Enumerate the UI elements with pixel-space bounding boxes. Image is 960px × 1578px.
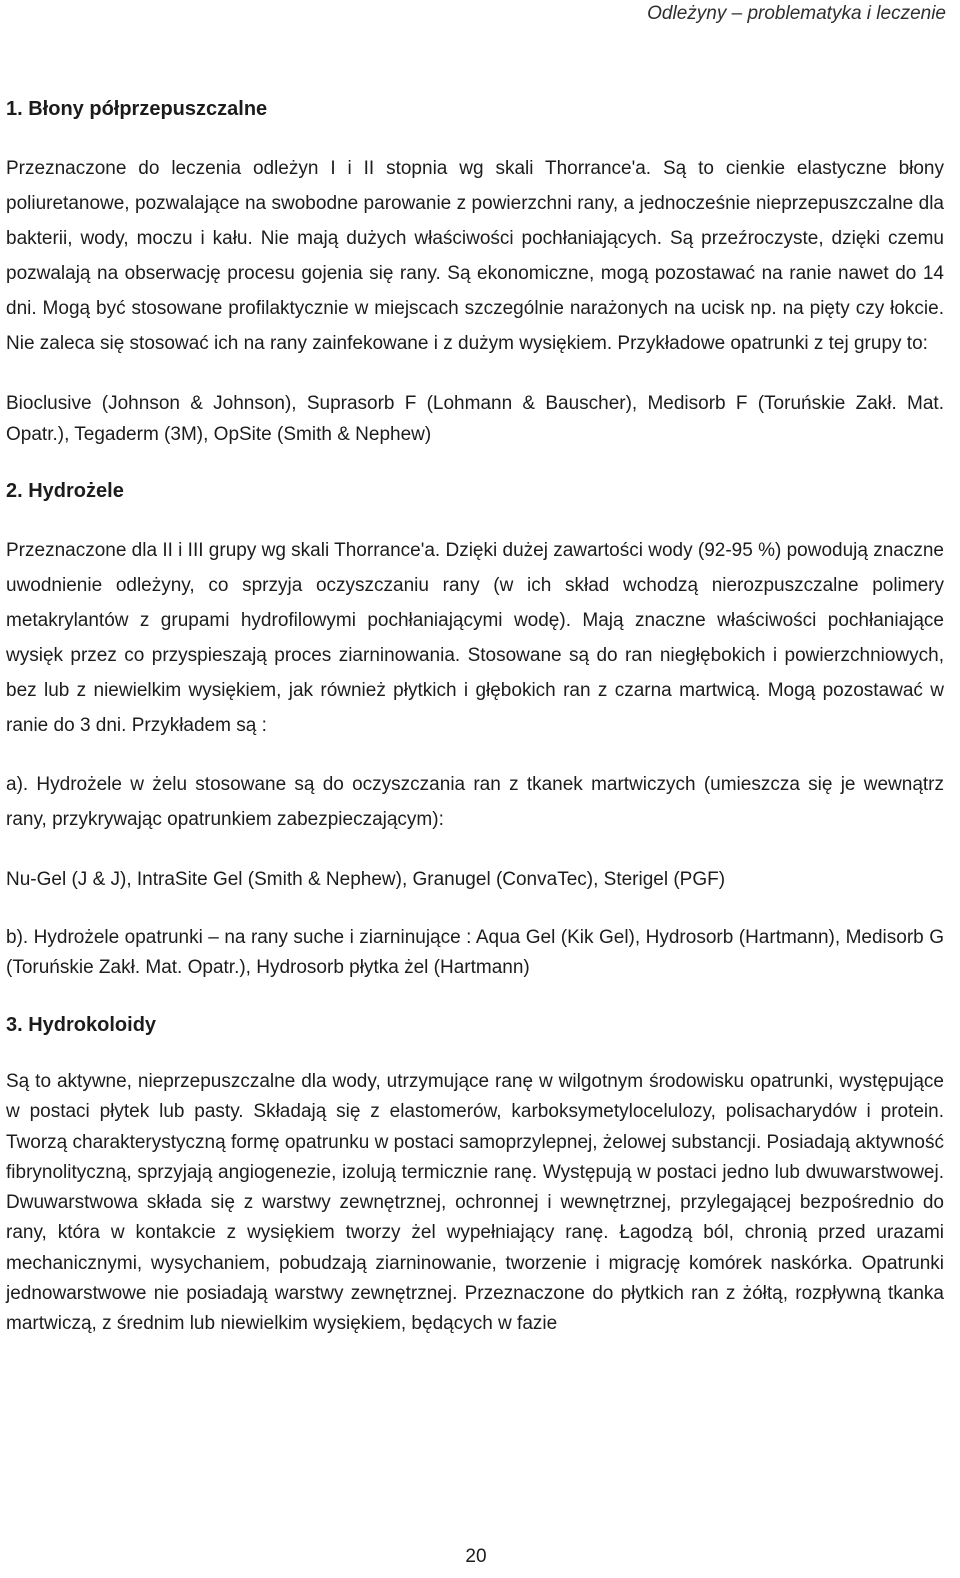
page-number: 20 [465, 1546, 487, 1567]
paragraph-hydrogels-description: Przeznaczone dla II i III grupy wg skali Thorrance'a. Dzięki dużej zawartości wody (92-95 %) powodują znaczne uwodnienie odleżyny, co sprzyja oczyszczaniu rany (w ich skład wchodzą nierozpuszczalne polimery metakrylantów z grupami hydrofilowymi pochłaniającymi wodę). Mają znaczne właściwości pochłaniające wysięk przez co przyspieszają proces ziarninowania. Stosowane są do ran niegłębokich i powierzchniowych, bez lub z niewielkim wysiękiem, jak również płytkich i głębokich ran z czarna martwicą. Mogą pozostawać w ranie do 3 dni. Przykładem są : [6, 540, 944, 736]
section-heading-semipermeable-films: 1. Błony półprzepuszczalne [6, 98, 268, 120]
paragraph-hydrogels-gel-type: a). Hydrożele w żelu stosowane są do oczyszczania ran z tkanek martwiczych (umieszcza się je wewnątrz rany, przykrywając opatrunkiem zabezpieczającym): [6, 774, 944, 830]
paragraph-semipermeable-films-description: Przeznaczone do leczenia odleżyn I i II stopnia wg skali Thorrance'a. Są to cienkie elastyczne błony poliuretanowe, pozwalające na swobodne parowanie z powierzchni rany, a jednocześnie nieprzepuszczalne dla bakterii, wody, moczu i kału. Nie mają dużych właściwości pochłaniających. Są przeźroczyste, dzięki czemu pozwalają na obserwację procesu gojenia się rany. Są ekonomiczne, mogą pozostawać na ranie nawet do 14 dni. Mogą być stosowane profilaktycznie w miejscach szczególnie narażonych na ucisk np. na pięty czy łokcie. Nie zaleca się stosować ich na rany zainfekowane i z dużym wysiękiem. Przykładowe opatrunki z tej grupy to: [6, 158, 944, 354]
paragraph-hydrocolloids-description: Są to aktywne, nieprzepuszczalne dla wody, utrzymujące ranę w wilgotnym środowisku opatrunki, występujące w postaci płytek lub pasty. Składają się z elastomerów, karboksymetylocelulozy, polisacharydów i protein. Tworzą charakterystyczną formę opatrunku w postaci samoprzylepnej, żelowej substancji. Posiadają aktywność fibrynolityczną, sprzyjają angiogenezie, izolują termicznie ranę. Występują w postaci jedno lub dwuwarstwowej. Dwuwarstwowa składa się z warstwy zewnętrznej, ochronnej i wewnętrznej, przylegającej bezpośrednio do rany, która w kontakcie z wysiękiem tworzy żel wypełniający ranę. Łagodzą ból, chronią przed urazami mechanicznymi, wysychaniem, pobudzają ziarninowanie, tworzenie i migrację komórek naskórka. Opatrunki jednowarstwowe nie posiadają warstwy zewnętrznej. Przeznaczone do płytkich ran z żółtą, rozpływną tkanka martwiczą, z średnim lub niewielkim wysiękiem, będących w fazie [6, 1071, 944, 1335]
paragraph-hydrogels-gel-products: Nu-Gel (J & J), IntraSite Gel (Smith & Nephew), Granugel (ConvaTec), Sterigel (PGF) [6, 869, 726, 890]
section-heading-hydrocolloids: 3. Hydrokoloidy [6, 1014, 157, 1036]
page-content [6, 94, 944, 1340]
paragraph-hydrogels-dressing-products: b). Hydrożele opatrunki – na rany suche i ziarninujące : Aqua Gel (Kik Gel), Hydrosorb (Hartmann), Medisorb G (Toruńskie Zakł. Mat. Opatr.), Hydrosorb płytka żel (Hartmann) [6, 927, 944, 978]
paragraph-semipermeable-films-products: Bioclusive (Johnson & Johnson), Suprasorb F (Lohmann & Bauscher), Medisorb F (Toruńskie Zakł. Mat. Opatr.), Tegaderm (3M), OpSite (Smith & Nephew) [6, 393, 944, 445]
section-heading-hydrogels: 2. Hydrożele [6, 480, 124, 502]
running-header: Odleżyny – problematyka i leczenie [647, 3, 946, 24]
